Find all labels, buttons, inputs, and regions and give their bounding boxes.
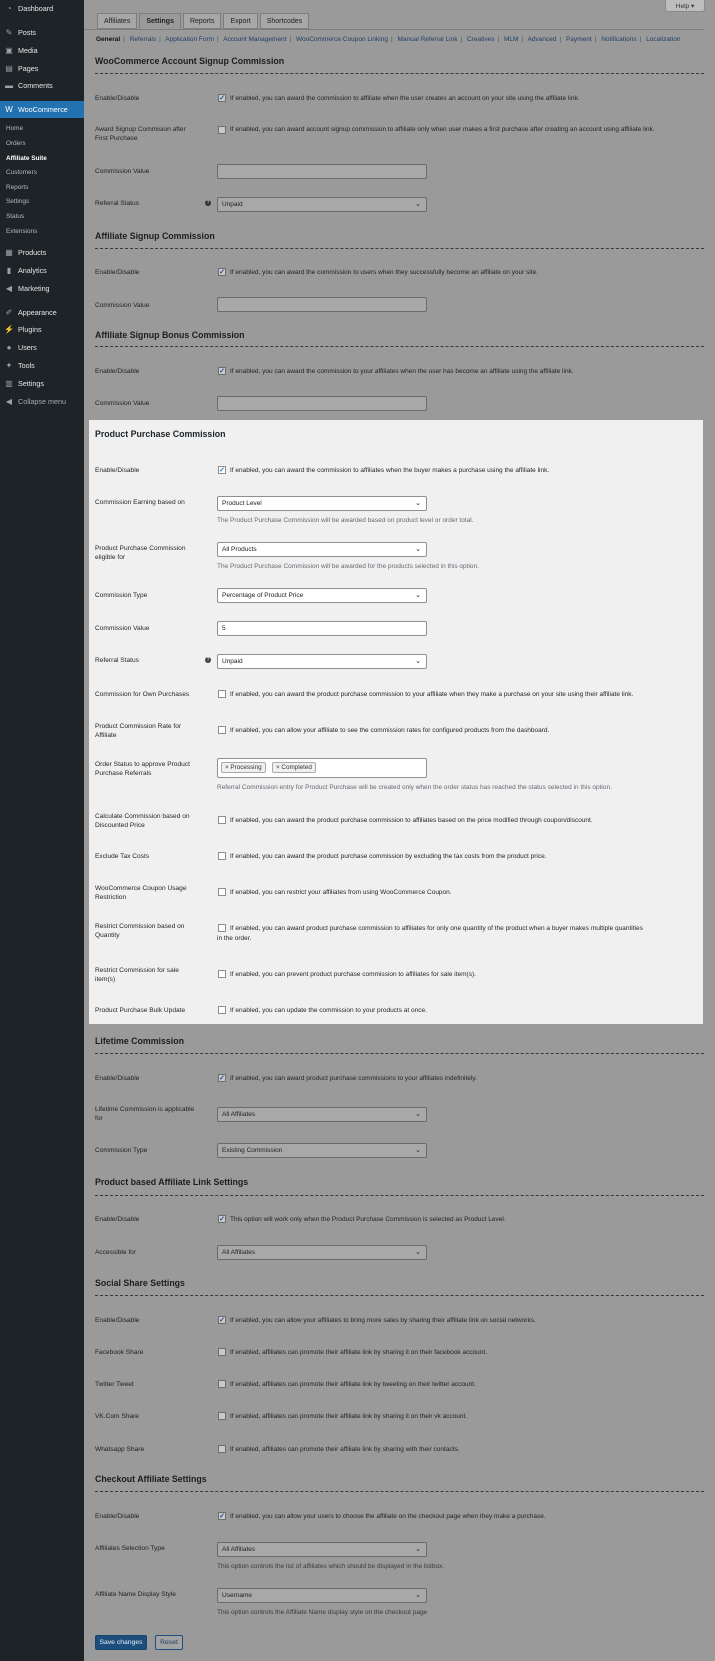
commission-type-select[interactable] bbox=[217, 588, 427, 603]
sidebar-item-users[interactable] bbox=[0, 339, 84, 355]
signup-bonus-value-input[interactable] bbox=[217, 396, 427, 411]
affiliate-selection-type-select[interactable] bbox=[217, 1542, 427, 1557]
field-help-text: If enabled, you can award the product purchase commission to your affiliate when they make a purchase on your site using their affiliate link. bbox=[230, 691, 634, 698]
section-divider bbox=[95, 73, 704, 74]
tab-divider bbox=[84, 29, 704, 30]
field-label: Enable/Disable bbox=[95, 1075, 140, 1082]
whatsapp-share-checkbox[interactable] bbox=[218, 1445, 226, 1453]
exclude-tax-checkbox[interactable] bbox=[218, 852, 226, 860]
award-after-purchase-checkbox[interactable] bbox=[218, 126, 226, 134]
subnav-general[interactable]: General bbox=[96, 36, 121, 43]
collapse-menu-button[interactable] bbox=[0, 393, 84, 409]
field-label: Commission for Own Purchases bbox=[95, 691, 190, 698]
commission-earning-select[interactable] bbox=[217, 496, 427, 511]
sale-items-checkbox[interactable] bbox=[218, 970, 226, 978]
field-label: Enable/Disable bbox=[95, 1317, 140, 1324]
field-label: Enable/Disable bbox=[95, 1513, 140, 1520]
product-purchase-enable-checkbox[interactable]: ✓ bbox=[219, 467, 225, 474]
field-description: This option controls the Affiliate Name display style on the checkout page bbox=[217, 1609, 428, 1616]
field-label: Enable/Disable bbox=[95, 95, 140, 102]
field-label: Commission Earning based on bbox=[95, 499, 185, 506]
field-help-text: If enabled, you can restrict your affiliates from using WooCommerce Coupon. bbox=[230, 889, 452, 896]
lifetime-type-select[interactable] bbox=[217, 1143, 427, 1158]
sidebar-item-tools[interactable] bbox=[0, 357, 84, 373]
field-label: Commission Value bbox=[95, 168, 150, 175]
chevron-down-icon: ⌄ bbox=[415, 1592, 421, 1599]
field-label: Commission Value bbox=[95, 400, 150, 407]
field-label: Calculate Commission based on Discounted Price bbox=[95, 813, 190, 829]
field-label: Enable/Disable bbox=[95, 368, 140, 375]
field-help-text: If enabled, you can award the product purchase commission by excluding the tax costs from the product price. bbox=[230, 853, 547, 860]
field-help-text: If enabled, you can update the commission to your products at once. bbox=[230, 1007, 427, 1014]
settings-tabs bbox=[97, 13, 311, 29]
chevron-down-icon: ⌄ bbox=[415, 546, 421, 553]
field-help-text: If enabled, affiliates can promote their affiliate link by sharing it on their vk account. bbox=[230, 1413, 468, 1420]
submenu-orders[interactable]: Orders bbox=[6, 140, 26, 147]
sidebar-item-settings[interactable] bbox=[0, 375, 84, 391]
submenu-settings[interactable]: Settings bbox=[6, 198, 30, 205]
field-help-text: If enabled, you can award product purchase commissions to your affiliates indefinitely. bbox=[230, 1075, 477, 1082]
field-label: Referral Status bbox=[95, 657, 139, 664]
bulk-update-checkbox[interactable] bbox=[218, 1006, 226, 1014]
facebook-share-checkbox[interactable] bbox=[218, 1348, 226, 1356]
field-label: VK.Com Share bbox=[95, 1413, 139, 1420]
lifetime-applicable-select[interactable] bbox=[217, 1107, 427, 1122]
subnav-advanced[interactable]: Advanced bbox=[527, 36, 557, 43]
sidebar-item-posts[interactable] bbox=[0, 24, 84, 40]
field-help-text: If enabled, affiliates can promote their affiliate link by sharing with their contacts. bbox=[230, 1446, 460, 1453]
sidebar-item-products[interactable] bbox=[0, 244, 84, 260]
sidebar-item-analytics[interactable] bbox=[0, 262, 84, 278]
section-divider bbox=[95, 1295, 704, 1296]
collapse-icon: ◀ bbox=[5, 396, 13, 406]
select-value: Product Level bbox=[222, 500, 262, 507]
referral-status-select[interactable] bbox=[217, 654, 427, 669]
sidebar-item-woocommerce[interactable] bbox=[0, 101, 84, 118]
order-status-tag-processing[interactable]: × Processing bbox=[221, 762, 266, 773]
subnav-creatives[interactable]: Creatives bbox=[466, 36, 495, 43]
select-value: All Affiliates bbox=[222, 1111, 256, 1118]
chevron-down-icon: ⌄ bbox=[415, 1147, 421, 1154]
section-title-product-purchase: Product Purchase Commission bbox=[95, 429, 226, 439]
field-label: Commission Value bbox=[95, 302, 150, 309]
field-help-text: If enabled, you can allow your affiliates to bring more sales by sharing their affiliate link on social networks. bbox=[230, 1317, 536, 1324]
select-value: Username bbox=[222, 1592, 252, 1599]
pin-icon: ✎ bbox=[5, 27, 13, 37]
sidebar-item-marketing[interactable] bbox=[0, 280, 84, 296]
section-divider bbox=[95, 1491, 704, 1492]
tab-shortcodes[interactable]: Shortcodes bbox=[260, 13, 309, 29]
brush-icon: ✐ bbox=[5, 307, 13, 317]
field-label: Whatsapp Share bbox=[95, 1446, 145, 1453]
select-value: Unpaid bbox=[222, 201, 243, 208]
field-label: Facebook Share bbox=[95, 1349, 144, 1356]
select-value: Percentage of Product Price bbox=[222, 592, 304, 599]
section-title-checkout: Checkout Affiliate Settings bbox=[95, 1474, 207, 1484]
accessible-for-select[interactable] bbox=[217, 1245, 427, 1260]
submenu-affiliate-suite[interactable]: Affiliate Suite bbox=[6, 155, 47, 162]
help-tooltip-icon[interactable]: ? bbox=[206, 200, 210, 206]
sidebar-item-label: Appearance bbox=[18, 307, 57, 317]
sidebar-item-appearance[interactable] bbox=[0, 304, 84, 320]
chevron-down-icon: ⌄ bbox=[415, 592, 421, 599]
section-title-affiliate-signup: Affiliate Signup Commission bbox=[95, 231, 215, 241]
field-label: Product Commission Rate for Affiliate bbox=[95, 723, 182, 739]
save-changes-button[interactable]: Save changes bbox=[95, 1635, 147, 1650]
section-divider bbox=[95, 346, 704, 347]
field-label: Restrict Commission based on Quantity bbox=[95, 923, 185, 939]
chevron-down-icon: ⌄ bbox=[415, 658, 421, 665]
field-label: Order Status to approve Product Purchase Referrals bbox=[95, 761, 190, 777]
sidebar-item-label: Dashboard bbox=[18, 3, 54, 13]
field-description: Referral Commission entry for Product Purchase will be created only when the order status has reached the status selected in this option. bbox=[217, 784, 612, 791]
section-title-product-link: Product based Affiliate Link Settings bbox=[95, 1177, 249, 1187]
chevron-down-icon: ⌄ bbox=[415, 1249, 421, 1256]
field-label: Product Purchase Commission eligible for bbox=[95, 545, 186, 561]
submenu-home[interactable]: Home bbox=[6, 125, 24, 132]
product-purchase-panel bbox=[89, 420, 703, 1024]
coupon-restriction-checkbox[interactable] bbox=[218, 888, 226, 896]
megaphone-icon: ◀ bbox=[5, 283, 13, 293]
select-value: Unpaid bbox=[222, 658, 243, 665]
section-title-signup-bonus: Affiliate Signup Bonus Commission bbox=[95, 330, 245, 340]
checkout-enable-checkbox[interactable]: ✓ bbox=[219, 1513, 225, 1520]
sidebar-item-label: Settings bbox=[18, 378, 44, 388]
field-description: The Product Purchase Commission will be awarded for the products selected in this option. bbox=[217, 563, 479, 570]
account-signup-value-input[interactable] bbox=[217, 164, 427, 179]
dashboard-icon: ◔ bbox=[6, 3, 12, 13]
affiliate-signup-enable-checkbox[interactable]: ✓ bbox=[219, 269, 225, 276]
field-help-text: If enabled, affiliates can promote their affiliate link by tweeting on their twitter account. bbox=[230, 1381, 476, 1388]
account-signup-enable-checkbox[interactable]: ✓ bbox=[219, 95, 225, 102]
sidebar-item-label: WooCommerce bbox=[18, 105, 68, 114]
lifetime-enable-checkbox[interactable]: ✓ bbox=[219, 1075, 225, 1082]
subnav-notifications[interactable]: Notifications bbox=[601, 36, 637, 43]
field-help-text: If enabled, you can award the commission to affiliate when the user creates an account on your site using the affiliate link. bbox=[230, 95, 580, 102]
field-label: Enable/Disable bbox=[95, 467, 140, 474]
field-help-text: If enabled, you can allow your users to choose the affiliate on the checkout page when they make a purchase. bbox=[230, 1513, 546, 1520]
comments-icon: ▬ bbox=[5, 80, 13, 90]
help-button[interactable]: Help ▾ bbox=[665, 0, 705, 12]
tab-affiliates[interactable]: Affiliates bbox=[97, 13, 137, 29]
field-label: Referral Status bbox=[95, 200, 139, 207]
tab-settings[interactable]: Settings bbox=[139, 13, 181, 29]
field-label: Commission Value bbox=[95, 625, 150, 632]
vk-share-checkbox[interactable] bbox=[218, 1412, 226, 1420]
field-label: Product Purchase Bulk Update bbox=[95, 1007, 186, 1014]
section-divider bbox=[95, 248, 704, 249]
submenu-extensions[interactable]: Extensions bbox=[6, 228, 38, 235]
field-help-text: If enabled, you can award the commission to your affiliates when the user has become an affiliate using the affiliate link. bbox=[230, 368, 574, 375]
subnav-coupon-linking[interactable]: WooCommerce Coupon Linking bbox=[295, 36, 388, 43]
sidebar-item-label: Comments bbox=[18, 80, 53, 90]
chevron-down-icon: ⌄ bbox=[415, 1546, 421, 1553]
field-description: The Product Purchase Commission will be awarded based on product level or order total. bbox=[217, 517, 474, 524]
sidebar-item-label: Collapse menu bbox=[18, 396, 66, 406]
sidebar-item-label: Products bbox=[18, 247, 47, 257]
settings-subnav: General | Referrals | Application Form | Account Management | WooCommerce Coupon Linking | Manual Referral Link | Creatives | MLM | Advanced | Payment | Notifications | Localization bbox=[96, 36, 681, 43]
field-help-text: This option will work only when the Product Purchase Commission is selected as Product Level. bbox=[230, 1216, 506, 1223]
field-help-text: If enabled, you can allow your affiliate to see the commission rates for configured products from the dashboard. bbox=[230, 727, 550, 734]
subnav-account-management[interactable]: Account Management bbox=[223, 36, 287, 43]
sidebar-item-label: Posts bbox=[18, 27, 36, 37]
field-label: WooCommerce Coupon Usage Restriction bbox=[95, 885, 187, 901]
section-title-account-signup: WooCommerce Account Signup Commission bbox=[95, 56, 285, 66]
subnav-referrals[interactable]: Referrals bbox=[129, 36, 157, 43]
field-label: Enable/Disable bbox=[95, 1216, 140, 1223]
sidebar-item-label: Media bbox=[18, 45, 38, 55]
field-help-text: If enabled, you can award account signup commission to affiliate only when user makes a first purchase after creating an account using affiliate link. bbox=[230, 126, 655, 133]
signup-bonus-enable-checkbox[interactable]: ✓ bbox=[219, 368, 225, 375]
field-label: Affiliates Selection Type bbox=[95, 1545, 165, 1552]
sidebar-item-label: Analytics bbox=[18, 265, 47, 275]
field-label: Restrict Commission for sale item(s) bbox=[95, 967, 179, 983]
sidebar-item-label: Marketing bbox=[18, 283, 50, 293]
products-icon: ▦ bbox=[5, 247, 13, 257]
reset-button[interactable]: Reset bbox=[155, 1635, 183, 1650]
field-label: Award Signup Commision after First Purchase bbox=[95, 126, 186, 142]
subnav-localization[interactable]: Localization bbox=[646, 36, 681, 43]
field-label: Commission Type bbox=[95, 1147, 148, 1154]
affiliate-name-style-select[interactable] bbox=[217, 1588, 427, 1603]
field-help-text: If enabled, you can award the product purchase commission to affiliates based on the price modified through coupon/discount. bbox=[230, 817, 593, 824]
select-value: Existing Commission bbox=[222, 1147, 283, 1154]
analytics-icon: ▮ bbox=[6, 265, 12, 275]
subnav-payment[interactable]: Payment bbox=[566, 36, 592, 43]
field-help-text: If enabled, you can prevent product purchase commission to affiliates for sale item(s). bbox=[230, 971, 476, 978]
account-signup-status-select[interactable] bbox=[217, 197, 427, 212]
commission-value-input[interactable]: 5 bbox=[217, 621, 427, 636]
product-link-enable-checkbox[interactable]: ✓ bbox=[219, 1216, 225, 1223]
field-help-text: If enabled, you can award the commission to affiliates when the buyer makes a purchase using the affiliate link. bbox=[230, 467, 550, 474]
field-label: Lifetime Commission is applicable for bbox=[95, 1106, 195, 1122]
submenu-customers[interactable]: Customers bbox=[6, 169, 37, 176]
own-purchase-checkbox[interactable] bbox=[218, 690, 226, 698]
plugin-icon: ⚡ bbox=[4, 324, 14, 334]
sidebar-item-comments[interactable] bbox=[0, 77, 84, 93]
admin-sidebar bbox=[0, 0, 84, 1661]
submenu-reports[interactable]: Reports bbox=[6, 184, 29, 191]
eligible-products-select[interactable] bbox=[217, 542, 427, 557]
subnav-application-form[interactable]: Application Form bbox=[165, 36, 215, 43]
woo-icon: W bbox=[5, 105, 13, 114]
chevron-down-icon: ⌄ bbox=[415, 500, 421, 507]
tab-reports[interactable]: Reports bbox=[183, 13, 222, 29]
tab-export[interactable]: Export bbox=[223, 13, 257, 29]
subnav-manual-referral-link[interactable]: Manual Referral Link bbox=[397, 36, 458, 43]
affiliate-signup-value-input[interactable] bbox=[217, 297, 427, 312]
chevron-down-icon: ⌄ bbox=[415, 201, 421, 208]
field-label: Exclude Tax Costs bbox=[95, 853, 150, 860]
field-label: Affiliate Name Display Style bbox=[95, 1591, 176, 1598]
select-value: All Affiliates bbox=[222, 1546, 256, 1553]
pages-icon: ▤ bbox=[5, 63, 13, 73]
chevron-down-icon: ⌄ bbox=[415, 1111, 421, 1118]
social-share-enable-checkbox[interactable]: ✓ bbox=[219, 1317, 225, 1324]
sidebar-item-label: Plugins bbox=[18, 324, 42, 334]
sidebar-item-dashboard[interactable] bbox=[0, 0, 84, 16]
wrench-icon: ✦ bbox=[5, 360, 13, 370]
sidebar-item-label: Users bbox=[18, 342, 37, 352]
sidebar-item-label: Tools bbox=[18, 360, 35, 370]
field-help-text: in the order. bbox=[217, 935, 252, 942]
field-description: This option controls the list of affiliates which should be displayed in the listbox. bbox=[217, 1563, 445, 1570]
field-help-text: If enabled, you can award the commission to users when they successfully become an affiliate on your site. bbox=[230, 269, 539, 276]
select-value: All Products bbox=[222, 546, 257, 553]
section-title-social-share: Social Share Settings bbox=[95, 1278, 185, 1288]
order-status-tag-completed[interactable]: × Completed bbox=[272, 762, 316, 773]
field-help-text: If enabled, you can award product purchase commission to affiliates for only one quantity of the product when a buyer makes multiple quantities bbox=[230, 925, 643, 932]
sidebar-item-pages[interactable] bbox=[0, 60, 84, 76]
subnav-mlm[interactable]: MLM bbox=[503, 36, 519, 43]
field-label: Twitter Tweet bbox=[95, 1381, 134, 1388]
twitter-tweet-checkbox[interactable] bbox=[218, 1380, 226, 1388]
sidebar-item-plugins[interactable] bbox=[0, 321, 84, 337]
section-title-lifetime: Lifetime Commission bbox=[95, 1036, 184, 1046]
field-label: Accessible for bbox=[95, 1249, 137, 1256]
submenu-status[interactable]: Status bbox=[6, 213, 25, 220]
media-icon: ▣ bbox=[5, 45, 13, 55]
settings-icon: ▥ bbox=[5, 378, 13, 388]
quantity-restriction-checkbox[interactable] bbox=[218, 924, 226, 932]
field-help-text: If enabled, affiliates can promote their affiliate link by sharing it on their facebook account. bbox=[230, 1349, 488, 1356]
help-tooltip-icon[interactable]: ? bbox=[206, 657, 210, 663]
commission-rate-checkbox[interactable] bbox=[218, 726, 226, 734]
sidebar-item-media[interactable] bbox=[0, 42, 84, 58]
field-label: Commission Type bbox=[95, 592, 148, 599]
users-icon: ● bbox=[6, 342, 12, 352]
sidebar-item-label: Pages bbox=[18, 63, 39, 73]
section-divider bbox=[95, 1053, 704, 1054]
discounted-price-checkbox[interactable] bbox=[218, 816, 226, 824]
section-divider bbox=[95, 1195, 704, 1196]
select-value: All Affiliates bbox=[222, 1249, 256, 1256]
field-label: Enable/Disable bbox=[95, 269, 140, 276]
